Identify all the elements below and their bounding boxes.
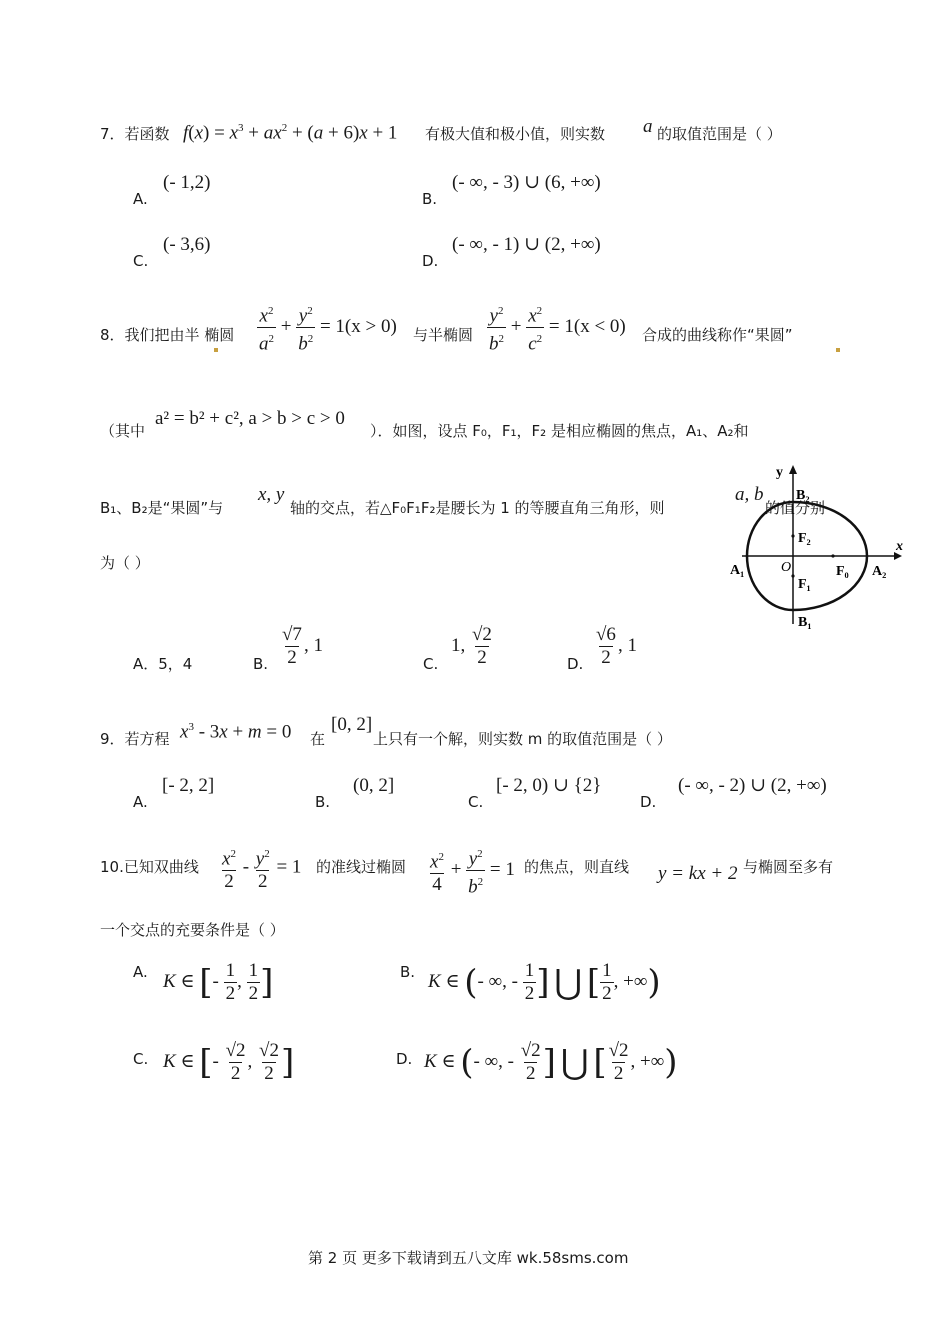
q9-option-b-value: (0, 2] bbox=[353, 775, 395, 796]
b2-label: B₂ bbox=[796, 488, 810, 503]
q10-option-b-label: B. bbox=[400, 963, 416, 981]
q7-option-b-label: B. bbox=[422, 190, 438, 208]
page-footer: 第 2 页 更多下载请到五八文库 wk.58sms.com bbox=[308, 1249, 629, 1267]
y-axis-arrow-icon bbox=[789, 465, 797, 474]
q8-option-d-value: $\frac{√6}{2}$ , 1 bbox=[596, 624, 637, 668]
q10-option-a-label: A. bbox=[133, 963, 148, 981]
q9-option-b-label: B. bbox=[315, 793, 331, 811]
q10-option-a-value: K ∈ [- $\frac{1}{2}$ , $\frac{1}{2}$ ] bbox=[163, 960, 274, 1004]
f0-point bbox=[831, 554, 834, 557]
q10-line-formula: y = kx + 2 bbox=[658, 863, 738, 884]
q7-option-d-value: (- ∞, - 1) ∪ (2, +∞) bbox=[452, 234, 601, 255]
q8-ellipse-formula-1: $\frac{x^2}{a^2}$ + $\frac{y^2}{b^2}$ = 1(x > 0) bbox=[259, 305, 397, 355]
q9-option-c-label: C. bbox=[468, 793, 484, 811]
a1-label: A₁ bbox=[730, 563, 745, 578]
f1-label: F₁ bbox=[798, 577, 811, 592]
q7-option-d-label: D. bbox=[422, 252, 439, 270]
q10-hyperbola-formula: $\frac{x^2}{2}$ - $\frac{y^2}{2}$ = 1 bbox=[222, 848, 302, 893]
f0-label: F₀ bbox=[836, 564, 849, 579]
q8-line2-text: ）．如图，设点 F₀，F₁，F₂ 是相应椭圆的焦点，A₁、A₂和 bbox=[370, 422, 749, 440]
q7-option-c-value: (- 3,6) bbox=[163, 234, 211, 255]
q10-option-c-value: K ∈ [- $\frac{√2}{2}$ , $\frac{√2}{2}$ ] bbox=[163, 1040, 295, 1084]
q10-text-2: 的焦点，则直线 bbox=[524, 858, 630, 876]
q10-number-text: 10.已知双曲线 bbox=[100, 858, 199, 876]
y-axis-label: y bbox=[776, 465, 783, 480]
q9-option-d-value: (- ∞, - 2) ∪ (2, +∞) bbox=[678, 775, 827, 796]
q7-option-a-value: (- 1,2) bbox=[163, 172, 211, 193]
q10-option-b-value: K ∈ (- ∞, - $\frac{1}{2}$ ] ⋃ [ $\frac{1}{2}$ , +∞) bbox=[428, 960, 661, 1004]
q8-tail-text: 合成的曲线称作“果圆” bbox=[642, 326, 793, 344]
q9-equation: $x^3 - 3x + m = 0$ bbox=[180, 721, 292, 743]
f1-point bbox=[791, 574, 794, 577]
q9-option-d-label: D. bbox=[640, 793, 657, 811]
q8-option-b-label: B. bbox=[253, 655, 269, 673]
decorative-dot bbox=[836, 348, 840, 352]
origin-label: O bbox=[781, 560, 792, 575]
a2-label: A₂ bbox=[872, 564, 887, 579]
q9-option-a-value: [- 2, 2] bbox=[162, 775, 215, 796]
q9-tail-text: 上只有一个解，则实数 m 的取值范围是（ ） bbox=[373, 730, 672, 748]
q8-ellipse-formula-2: $\frac{y^2}{b^2}$ + $\frac{x^2}{c^2}$ = 1(x < 0) bbox=[489, 305, 626, 355]
q9-interval: [0, 2] bbox=[331, 714, 373, 735]
decorative-dot bbox=[214, 348, 218, 352]
q8-option-d-label: D. bbox=[567, 655, 584, 673]
q8-condition-1: = 1(x > 0) bbox=[319, 316, 397, 338]
q9-in-text: 在 bbox=[310, 730, 326, 748]
fruit-ellipse-figure bbox=[726, 462, 906, 634]
q10-option-c-label: C. bbox=[133, 1050, 149, 1068]
q7-option-b-value: (- ∞, - 3) ∪ (6, +∞) bbox=[452, 172, 601, 193]
q8-mid-text: 与半椭圆 bbox=[413, 326, 474, 344]
q8-number-text: 8．我们把由半 椭圆 bbox=[100, 326, 235, 344]
q8-ab-vars: a, b bbox=[735, 484, 764, 505]
q8-line4: 为（ ） bbox=[100, 554, 150, 572]
q8-option-c-value: 1, $\frac{√2}{2}$ bbox=[451, 624, 492, 668]
q8-condition-formula: a² = b² + c², a > b > c > 0 bbox=[155, 408, 345, 429]
q7-option-c-label: C. bbox=[133, 252, 149, 270]
f2-label: F₂ bbox=[798, 531, 811, 546]
q10-option-d-label: D. bbox=[396, 1050, 413, 1068]
q8-line3-a: B₁、B₂是“果圆”与 bbox=[100, 499, 224, 517]
q8-option-c-label: C. bbox=[423, 655, 439, 673]
q9-option-c-value: [- 2, 0) ∪ {2} bbox=[496, 775, 602, 796]
q7-function-formula: $f(x) = x^3 + ax^2 + (a + 6)x + 1$ bbox=[183, 122, 398, 144]
q10-ellipse-formula: $\frac{x^2}{4}$ + $\frac{y^2}{b^2}$ = 1 bbox=[430, 848, 515, 898]
q8-option-a: A．5，4 bbox=[133, 655, 193, 673]
q7-text: 有极大值和极小值，则实数 bbox=[425, 125, 606, 143]
f2-point bbox=[791, 534, 794, 537]
q8-xy-vars: x, y bbox=[258, 484, 285, 505]
q8-line3-c: 的值分别 bbox=[765, 499, 826, 517]
q8-open-paren: （其中 bbox=[100, 422, 146, 440]
x-axis-label: x bbox=[896, 539, 903, 554]
q7-option-a-label: A. bbox=[133, 190, 148, 208]
q10-text-3: 与椭圆至多有 bbox=[743, 858, 834, 876]
q7-variable: a bbox=[643, 116, 653, 137]
q7-tail-text: 的取值范围是（ ） bbox=[657, 125, 782, 143]
q7-number-text: 7．若函数 bbox=[100, 125, 170, 143]
q10-line2: 一个交点的充要条件是（ ） bbox=[100, 921, 285, 939]
q9-option-a-label: A. bbox=[133, 793, 148, 811]
q8-condition-2: = 1(x < 0) bbox=[548, 316, 626, 338]
q10-text-1: 的准线过椭圆 bbox=[316, 858, 407, 876]
q10-option-d-value: K ∈ (- ∞, - $\frac{√2}{2}$ ] ⋃ [ $\frac{√2}{2}$ , +∞) bbox=[424, 1040, 678, 1084]
b1-label: B₁ bbox=[798, 615, 812, 630]
q8-line3-b: 轴的交点，若△F₀F₁F₂是腰长为 1 的等腰直角三角形，则 bbox=[290, 499, 665, 517]
q9-number-text: 9．若方程 bbox=[100, 730, 170, 748]
q8-option-b-value: $\frac{√7}{2}$ , 1 bbox=[282, 624, 323, 668]
